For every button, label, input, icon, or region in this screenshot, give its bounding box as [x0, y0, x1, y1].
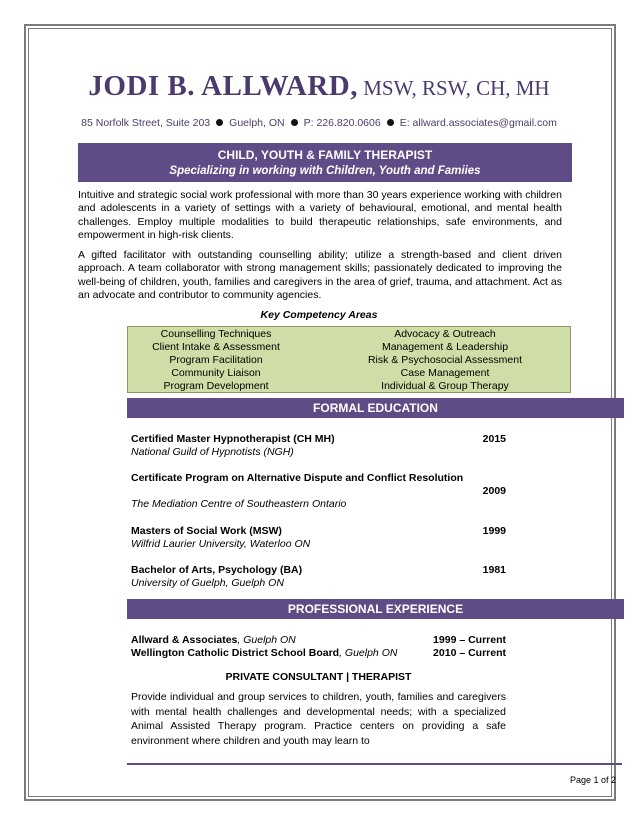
competency-item: Advocacy & Outreach [394, 328, 496, 340]
education-item [131, 564, 506, 590]
name-text: JODI B. ALLWARD, [88, 70, 358, 102]
institution: The Mediation Centre of Southeastern Ontario [131, 498, 347, 510]
education-item [131, 525, 506, 551]
competency-item: Individual & Group Therapy [381, 380, 509, 392]
degree-year: 1981 [482, 564, 506, 576]
degree-year: 1999 [482, 525, 506, 537]
role-title: PRIVATE CONSULTANT | THERAPIST [225, 671, 412, 683]
employment-dates: 2010 – Current [433, 647, 506, 659]
employer-name: Allward & Associates [131, 634, 238, 646]
specialization: Specializing in working with Children, Youth and Famiies [169, 165, 481, 177]
bullet-icon [291, 119, 298, 126]
competency-column-left [128, 328, 304, 393]
competency-item: Community Liaison [171, 367, 261, 379]
education-heading: FORMAL EDUCATION [127, 398, 624, 418]
role-description: Provide individual and group services to children, youth, families and caregivers with mental health challenges and developmental needs; with a specialized Animal Assisted Therapy program. Practice centers on providing a safe environment where children and youth may learn to [131, 691, 506, 747]
title-banner [78, 143, 572, 182]
page-number: Page 1 of 2 [569, 775, 616, 785]
competency-table [127, 326, 571, 393]
employer-location: , Guelph ON [339, 647, 398, 659]
employer-name: Wellington Catholic District School Board [131, 647, 340, 659]
competency-item: Client Intake & Assessment [152, 341, 280, 353]
experience-heading: PROFESSIONAL EXPERIENCE [127, 599, 624, 619]
employer-list [131, 634, 506, 660]
education-item [131, 472, 506, 511]
institution: National Guild of Hypnotists (NGH) [131, 446, 294, 458]
competency-item: Program Facilitation [169, 354, 263, 366]
competency-item: Management & Leadership [381, 341, 509, 353]
competency-title: Key Competency Areas [260, 309, 378, 321]
competency-item: Counselling Techniques [160, 328, 272, 340]
job-title: CHILD, YOUTH & FAMILY THERAPIST [217, 148, 433, 162]
degree-title: Certificate Program on Alternative Dispute and Conflict Resolution [131, 472, 464, 484]
institution: University of Guelph, Guelph ON [131, 577, 284, 589]
employer-row [131, 634, 506, 647]
employment-dates: 1999 – Current [433, 634, 506, 646]
competency-column-right [318, 328, 572, 393]
summary-paragraph-1: Intuitive and strategic social work professional with more than 30 years experience working with children and adolescents in a variety of settings with a variety of behavioural, emotional, and mental health challenges. Employ multiple modalities to build therapeutic relationships, safe environments, and empowerment in high-risk clients. [78, 189, 562, 241]
footer-divider [127, 763, 622, 765]
degree-year: 2009 [482, 485, 506, 497]
candidate-name [0, 70, 638, 103]
institution: Wilfrid Laurier University, Waterloo ON [131, 538, 311, 550]
competency-item: Case Management [400, 367, 490, 379]
employer-location: , Guelph ON [237, 634, 296, 646]
degree-title: Certified Master Hypnotherapist (CH MH) [131, 433, 335, 445]
degree-title: Bachelor of Arts, Psychology (BA) [131, 564, 303, 576]
education-item [131, 433, 506, 459]
degree-year: 2015 [482, 433, 506, 445]
city: Guelph, ON [229, 117, 285, 129]
competency-item: Risk & Psychosocial Assessment [367, 354, 523, 366]
summary-paragraph-2: A gifted facilitator with outstanding counselling ability; utilize a strength-based and client driven approach. A team collaborator with strong management skills; passionately dedicated to improving the well-being of children, youth, families and caregivers in the area of grief, trauma, and attachment. Act as an advocate and contributor to community agencies. [78, 249, 562, 301]
competency-item: Program Development [163, 380, 269, 392]
credentials-text: MSW, RSW, CH, MH [358, 76, 550, 100]
address: 85 Norfolk Street, Suite 203 [81, 117, 211, 129]
email[interactable]: E: allward.associates@gmail.com [399, 117, 557, 129]
bullet-icon [387, 119, 394, 126]
employer-row [131, 647, 506, 660]
contact-line [0, 117, 638, 129]
degree-title: Masters of Social Work (MSW) [131, 525, 282, 537]
phone: P: 226.820.0606 [303, 117, 381, 129]
bullet-icon [216, 119, 223, 126]
